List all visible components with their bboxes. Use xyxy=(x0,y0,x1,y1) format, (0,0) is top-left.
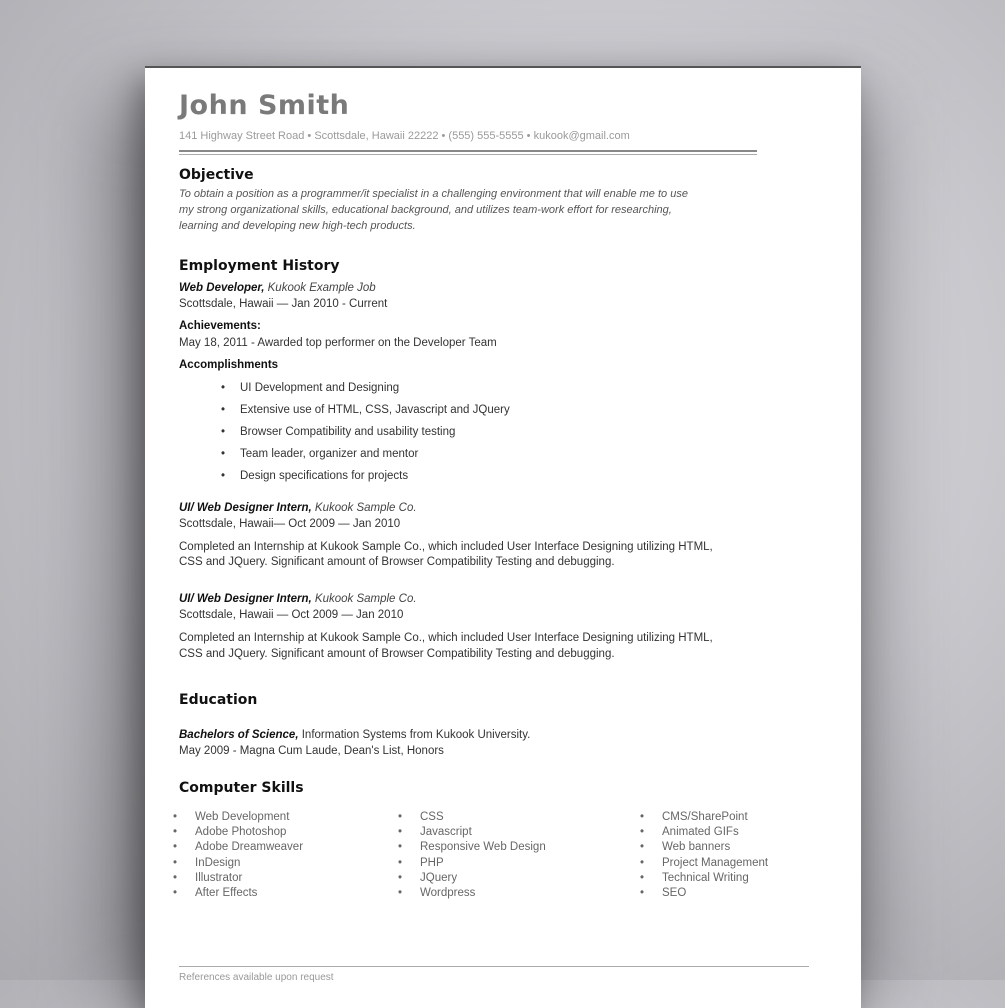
achievement-item: May 18, 2011 - Awarded top performer on the Developer Team xyxy=(179,337,497,349)
education-honors: May 2009 - Magna Cum Laude, Dean's List, Honors xyxy=(179,745,444,757)
skills-heading: Computer Skills xyxy=(179,780,304,796)
objective-text xyxy=(179,186,688,234)
achievements-label: Achievements: xyxy=(179,320,261,332)
list-item: • SEO xyxy=(640,886,768,901)
header-divider xyxy=(179,150,757,155)
list-item: • Web banners xyxy=(640,840,768,855)
skills-column-2 xyxy=(398,810,546,901)
accomplishments-label: Accomplishments xyxy=(179,359,279,371)
list-item: • CSS xyxy=(398,810,546,825)
accomplishments-list xyxy=(221,377,510,487)
list-item: • Browser Compatibility and usability testing xyxy=(221,421,510,443)
job1-location: Scottsdale, Hawaii — Jan 2010 - Current xyxy=(179,298,388,310)
objective-line: learning and developing new high-tech products. xyxy=(179,220,416,232)
skills-column-3 xyxy=(640,810,768,901)
job3-description-line: CSS and JQuery. Significant amount of Browser Compatibility Testing and debugging. xyxy=(179,648,615,660)
list-item: • Adobe Photoshop xyxy=(173,825,303,840)
job3-location: Scottsdale, Hawaii — Oct 2009 — Jan 2010 xyxy=(179,609,404,621)
list-item: • InDesign xyxy=(173,856,303,871)
degree-line xyxy=(179,727,530,743)
job3-description-line: Completed an Internship at Kukook Sample Co., which included User Interface Designing utilizing HTML, xyxy=(179,632,713,644)
list-item: • Wordpress xyxy=(398,886,546,901)
objective-line: my strong organizational skills, educational background, and utilizes team-work effort for researching, xyxy=(179,204,672,216)
job2-company: Kukook Sample Co. xyxy=(314,502,417,514)
resume-name: John Smith xyxy=(179,90,350,121)
list-item: • Design specifications for projects xyxy=(221,465,510,487)
job3-title: UI/ Web Designer Intern, xyxy=(179,593,312,605)
job1-title-line xyxy=(179,280,376,296)
list-item: • After Effects xyxy=(173,886,303,901)
degree-name: Bachelors of Science, xyxy=(179,729,299,741)
job3-company: Kukook Sample Co. xyxy=(314,593,417,605)
resume-page xyxy=(145,66,861,1008)
list-item: • CMS/SharePoint xyxy=(640,810,768,825)
list-item: • Project Management xyxy=(640,856,768,871)
skills-column-1 xyxy=(173,810,303,901)
list-item: • UI Development and Designing xyxy=(221,377,510,399)
skills-columns xyxy=(179,810,819,910)
job1-company: Kukook Example Job xyxy=(267,282,376,294)
list-item: • PHP xyxy=(398,856,546,871)
list-item: • Web Development xyxy=(173,810,303,825)
job1-title: Web Developer, xyxy=(179,282,265,294)
list-item: • Extensive use of HTML, CSS, Javascript and JQuery xyxy=(221,399,510,421)
job2-location: Scottsdale, Hawaii— Oct 2009 — Jan 2010 xyxy=(179,518,401,530)
job3-title-line xyxy=(179,591,417,607)
list-item: • Adobe Dreamweaver xyxy=(173,840,303,855)
contact-line: 141 Highway Street Road • Scottsdale, Hawaii 22222 • (555) 555-5555 • kukook@gmail.com xyxy=(179,130,630,142)
list-item: • Javascript xyxy=(398,825,546,840)
job2-description-line: CSS and JQuery. Significant amount of Browser Compatibility Testing and debugging. xyxy=(179,556,615,568)
objective-line: To obtain a position as a programmer/it specialist in a challenging environment that will enable me to use xyxy=(179,188,688,200)
list-item: • JQuery xyxy=(398,871,546,886)
education-heading: Education xyxy=(179,692,258,708)
job2-description-line: Completed an Internship at Kukook Sample Co., which included User Interface Designing utilizing HTML, xyxy=(179,541,713,553)
footer-divider xyxy=(179,966,809,967)
list-item: • Team leader, organizer and mentor xyxy=(221,443,510,465)
job2-title: UI/ Web Designer Intern, xyxy=(179,502,312,514)
list-item: • Animated GIFs xyxy=(640,825,768,840)
footer-note: References available upon request xyxy=(179,972,334,983)
list-item: • Responsive Web Design xyxy=(398,840,546,855)
list-item: • Technical Writing xyxy=(640,871,768,886)
employment-heading: Employment History xyxy=(179,258,340,274)
job2-title-line xyxy=(179,500,417,516)
degree-detail: Information Systems from Kukook University. xyxy=(298,729,531,741)
objective-heading: Objective xyxy=(179,167,254,183)
list-item: • Illustrator xyxy=(173,871,303,886)
